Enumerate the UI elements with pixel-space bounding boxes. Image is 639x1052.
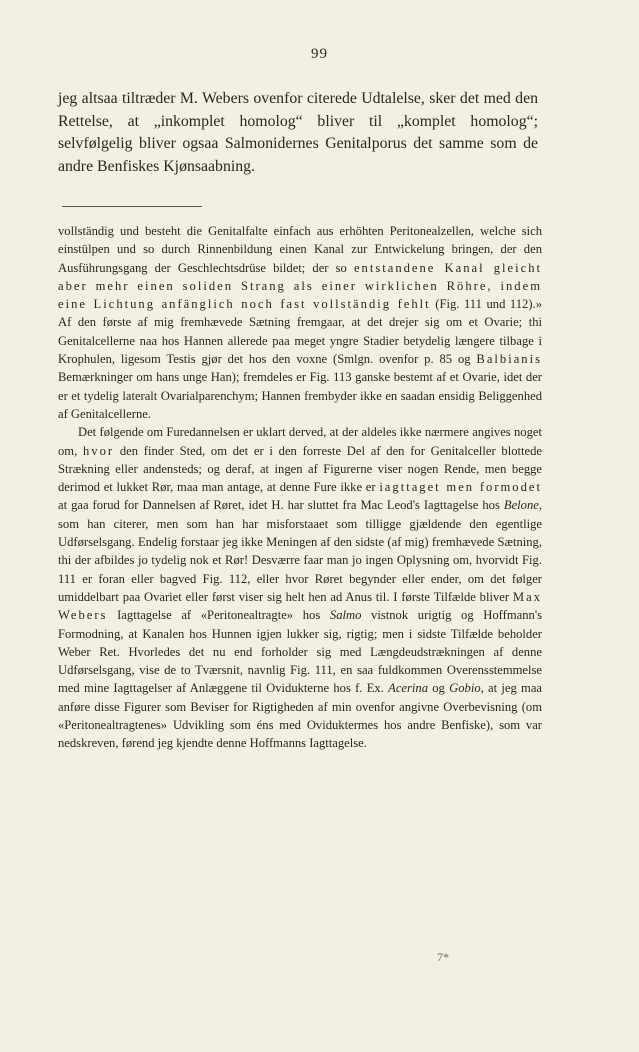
author-name: Balbianis xyxy=(476,352,542,367)
text-run: vollständig und besteht die Genitalfalte einfach aus erhöhten Peritonealzellen, welche sich einstülpen und so durch Rinnenbildung einen Kanal zur Entwickelung bringen, der den Ausführungsgang der Geschlechtsdrüse bildet; der so xyxy=(58,224,542,275)
footnote-divider xyxy=(62,206,202,207)
author-name: Max Webers xyxy=(58,589,542,623)
species-name: Salmo xyxy=(329,608,362,623)
text-run: Iagttagelse af «Peritonealtragte» hos xyxy=(107,608,330,623)
text-run: at gaa forud for Dannelsen af Røret, idet H. har sluttet fra Mac Leod's Iagttagelse hos xyxy=(58,498,504,513)
text-run: Bemærkninger om hans unge Han); fremdeles er Fig. 113 ganske bestemt af et Ovarie, idet der er et tydelig lateralt Ovarialparenchym; Hannen frembyder ikke en saadan ensidig Beliggenhed af Genitalcellerne. xyxy=(58,370,542,421)
main-text xyxy=(58,88,538,178)
text-run: og xyxy=(428,681,450,696)
species-name: Gobio xyxy=(449,681,481,696)
signature-mark: 7* xyxy=(437,950,449,964)
footnote-paragraph-1 xyxy=(58,222,542,423)
main-paragraph: jeg altsaa tiltræder M. Webers ovenfor citerede Udtalelse, sker det med den Rettelse, at „inkomplet homolog“ bliver til „komplet homolog“; selvfølgelig bliver ogsaa Salmonidernes Genitalporus det samme som de andre Benfiskes Kjønsaabning. xyxy=(58,90,538,175)
text-run: , at jeg maa anføre disse Figurer som Beviser for Rigtigheden af min ovenfor angivne Overbevisning (om «Peritonealtragtenes» Udvikling som éns med Oviduktermes hos andre Benfiske), som var nedskreven, førend jeg kjendte denne Hoffmanns Iagttagelse. xyxy=(58,681,542,751)
text-run: vistnok urigtig og Hoffmann's Formodning, at Kanalen hos Hunnen igjen lukker sig, rigtig; men i sidste Tilfælde beholder Weber Ret. Hvorledes det nu end forholder sig med Længdeudstrækningen af denne Udførselsgang, vise de to Tværsnit, navnlig Fig. 111, en saa fuldkommen Overensstemmelse med mine Iagttagelser af Anlæggene til Ovidukterne hos f. Ex. xyxy=(58,608,542,696)
species-name: Acerina xyxy=(388,681,428,696)
page-number: 99 xyxy=(311,46,328,62)
emphasized-text: hvor xyxy=(83,443,115,458)
text-run: , som han citerer, men som han har misforstaaet som tilligge gjældende den egentlige Udførselsgang. Endelig forstaar jeg ikke Meningen af den sidste (af mig) fremhævede Sætning, thi der afbildes jo tydelig nok et Rør! Desværre faar man jo ingen Oplysning om, hvorvidt Fig. 111 er foran eller bagved Fig. 112, eller hvor Røret begynder eller ender, om det følger umiddelbart paa Ovariet eller først viser sig helt hen ad Anus til. I første Tilfælde bliver xyxy=(58,498,542,604)
emphasized-text: iagttaget men formodet xyxy=(379,480,542,495)
text-run: Det følgende om Furedannelsen er uklart derved, at der aldeles ikke nærmere angives noget om, xyxy=(58,425,542,458)
footnote xyxy=(58,222,542,753)
emphasized-text: entstandene Kanal gleicht aber mehr einen soliden Strang als einer wirklichen Röhre, indem eine Lichtung anfänglich noch fast vollständig fehlt xyxy=(58,260,542,312)
text-run: den finder Sted, om det er i den forreste Del af den for Genitalceller blottede Strækning eller andensteds; og deraf, at ingen af Figurerne viser nogen Rende, men begge derimod et lukket Rør, maa man antage, at denne Fure ikke er xyxy=(58,443,542,495)
footnote-paragraph-2 xyxy=(58,423,542,752)
species-name: Belone xyxy=(503,498,539,513)
text-run: (Fig. 111 und 112).» Af den første af mig fremhævede Sætning fremgaar, at det drejer sig om et Ovarie; thi Genitalcellerne naa hos Hannen allerede paa meget yngre Stadier betydelig længere tilbage i Krophulen, ligesom Testis gjør det hos den voxne (Smlgn. ovenfor p. 85 og xyxy=(58,297,542,367)
